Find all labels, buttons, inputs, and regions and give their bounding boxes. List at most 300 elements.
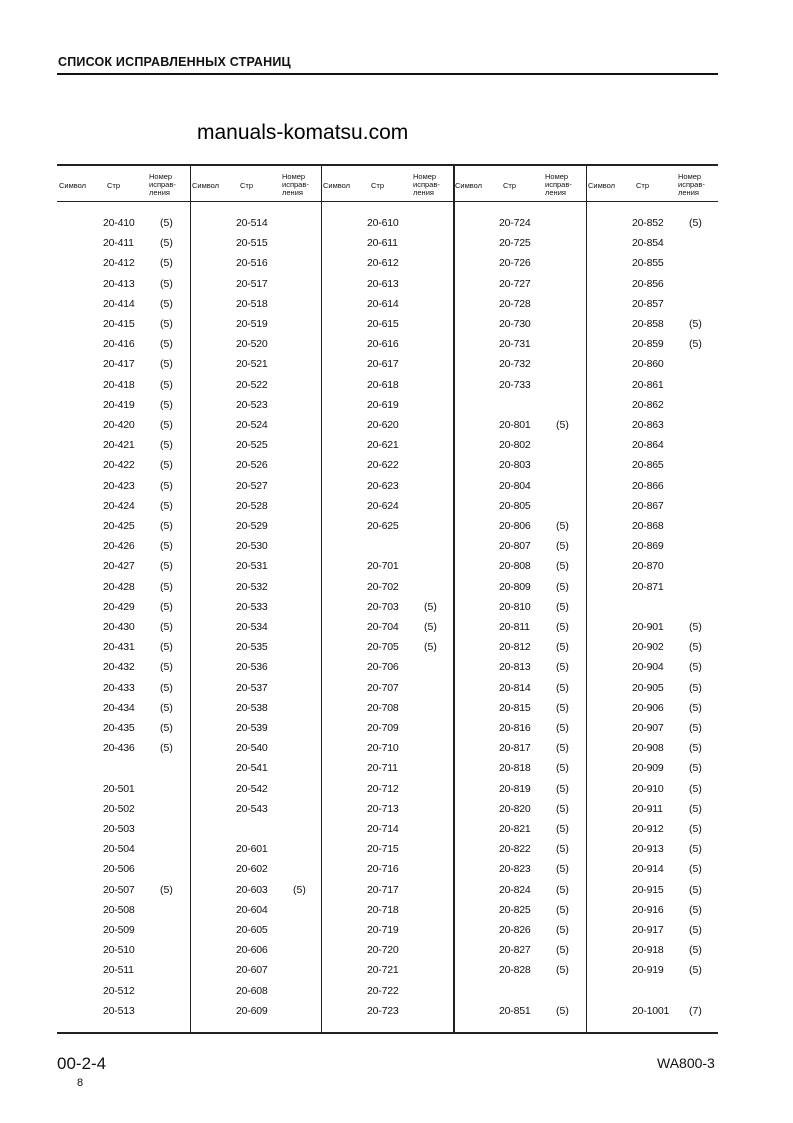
page-number-cell: 20-528 bbox=[236, 499, 268, 512]
revision-cell: (5) bbox=[556, 520, 569, 532]
col-header-revision: Номер bbox=[413, 172, 437, 181]
page-number-cell: 20-432 bbox=[103, 661, 135, 674]
page-number-cell: 20-427 bbox=[103, 560, 135, 573]
col-header-symbol: Символ bbox=[323, 181, 351, 190]
revision-cell: (5) bbox=[556, 600, 569, 613]
page-number-cell: 20-869 bbox=[632, 540, 664, 553]
page-number-cell: 20-863 bbox=[632, 419, 664, 431]
page-number-cell: 20-857 bbox=[632, 297, 664, 310]
page-number-cell: 20-543 bbox=[236, 802, 268, 815]
page-number-cell: 20-538 bbox=[236, 701, 268, 714]
revision-cell: (5) bbox=[556, 742, 569, 755]
page-number-cell: 20-507 bbox=[103, 883, 135, 896]
revision-cell: (5) bbox=[689, 217, 702, 229]
page-number-cell: 20-426 bbox=[103, 540, 135, 553]
revision-cell: (5) bbox=[689, 903, 702, 916]
col-header-page: Стр bbox=[107, 181, 121, 190]
page-number-cell: 20-912 bbox=[632, 823, 664, 835]
col-header-page: Стр bbox=[503, 181, 517, 190]
page-number-cell: 20-602 bbox=[236, 863, 268, 876]
page-number-cell: 20-536 bbox=[236, 661, 268, 674]
revision-cell: (5) bbox=[160, 459, 173, 472]
col-header-revision: исправ- bbox=[545, 180, 572, 189]
page-number-cell: 20-506 bbox=[103, 863, 135, 876]
page-number-cell: 20-901 bbox=[632, 621, 664, 633]
page-number-cell: 20-511 bbox=[103, 964, 134, 977]
page-number-cell: 20-827 bbox=[499, 944, 531, 957]
page-number-cell: 20-529 bbox=[236, 520, 268, 532]
revision-cell: (5) bbox=[556, 863, 569, 876]
page-number-cell: 20-717 bbox=[367, 883, 399, 896]
page-number-cell: 20-807 bbox=[499, 540, 531, 553]
revision-cell: (5) bbox=[689, 338, 702, 351]
page-number-cell: 20-533 bbox=[236, 600, 268, 613]
col-header-revision: Номер bbox=[149, 172, 173, 181]
page-number-cell: 20-515 bbox=[236, 237, 268, 250]
page-number-cell: 20-614 bbox=[367, 297, 399, 310]
revision-cell: (5) bbox=[160, 883, 173, 896]
page-number-cell: 20-712 bbox=[367, 782, 399, 795]
page-number-cell: 20-620 bbox=[367, 419, 399, 431]
page-number-cell: 20-502 bbox=[103, 802, 135, 815]
revision-cell: (5) bbox=[160, 661, 173, 674]
page-number-cell: 20-816 bbox=[499, 722, 531, 734]
page-number-cell: 20-806 bbox=[499, 520, 531, 532]
page-number-cell: 20-817 bbox=[499, 742, 531, 755]
column-divider bbox=[190, 166, 191, 1032]
page-number-cell: 20-530 bbox=[236, 540, 268, 553]
revision-cell: (5) bbox=[689, 722, 702, 734]
page-number-cell: 20-410 bbox=[103, 217, 135, 229]
revision-cell: (5) bbox=[160, 722, 173, 734]
col-header-revision: исправ- bbox=[413, 180, 440, 189]
page-number-cell: 20-613 bbox=[367, 277, 399, 290]
column-divider bbox=[453, 166, 455, 1032]
col-header-page: Стр bbox=[240, 181, 254, 190]
page-number-cell: 20-727 bbox=[499, 277, 531, 290]
page-number-cell: 20-906 bbox=[632, 701, 664, 714]
page-number-cell: 20-414 bbox=[103, 297, 135, 310]
page-number-cell: 20-730 bbox=[499, 318, 531, 330]
col-header-symbol: Символ bbox=[59, 181, 87, 190]
page-number-cell: 20-541 bbox=[236, 762, 268, 775]
revision-cell: (5) bbox=[424, 600, 437, 613]
page-number-cell: 20-539 bbox=[236, 722, 268, 734]
page-number-cell: 20-720 bbox=[367, 944, 399, 957]
page-number-cell: 20-871 bbox=[632, 580, 664, 593]
page-number-cell: 20-804 bbox=[499, 479, 531, 492]
page-number-cell: 20-856 bbox=[632, 277, 664, 290]
col-header-symbol: Символ bbox=[192, 181, 220, 190]
col-header-revision: Номер bbox=[545, 172, 569, 181]
page-number-cell: 20-828 bbox=[499, 964, 531, 977]
page-number-cell: 20-707 bbox=[367, 681, 399, 694]
revision-cell: (5) bbox=[160, 621, 173, 633]
page-number-cell: 20-615 bbox=[367, 318, 399, 330]
revision-cell: (5) bbox=[689, 883, 702, 896]
revision-cell: (5) bbox=[556, 843, 569, 856]
page-number-cell: 20-418 bbox=[103, 378, 135, 391]
col-header-revision: ления bbox=[545, 188, 566, 197]
page-number-cell: 20-860 bbox=[632, 358, 664, 371]
revision-cell: (5) bbox=[556, 782, 569, 795]
revision-cell: (5) bbox=[556, 1004, 569, 1017]
revision-cell: (5) bbox=[556, 924, 569, 936]
revision-cell: (5) bbox=[160, 398, 173, 411]
page-number-cell: 20-728 bbox=[499, 297, 531, 310]
page-number-cell: 20-531 bbox=[236, 560, 268, 573]
page-number-cell: 20-605 bbox=[236, 924, 268, 936]
page-number-cell: 20-501 bbox=[103, 782, 135, 795]
page-number-cell: 20-905 bbox=[632, 681, 664, 694]
revision-cell: (5) bbox=[160, 419, 173, 431]
page-number-cell: 20-519 bbox=[236, 318, 268, 330]
col-header-revision: исправ- bbox=[678, 180, 705, 189]
revision-cell: (5) bbox=[160, 257, 173, 270]
revision-cell: (5) bbox=[689, 641, 702, 654]
page-number-cell: 20-719 bbox=[367, 924, 399, 936]
page-number-cell: 20-509 bbox=[103, 924, 135, 936]
col-header-symbol: Символ bbox=[455, 181, 483, 190]
revision-cell: (5) bbox=[160, 560, 173, 573]
page-number-cell: 20-704 bbox=[367, 621, 399, 633]
revision-cell: (5) bbox=[556, 903, 569, 916]
revision-cell: (5) bbox=[689, 924, 702, 936]
page-number-cell: 20-722 bbox=[367, 984, 399, 997]
page-number-cell: 20-818 bbox=[499, 762, 531, 775]
page-number-cell: 20-721 bbox=[367, 964, 399, 977]
revision-cell: (5) bbox=[556, 661, 569, 674]
page-number-cell: 20-542 bbox=[236, 782, 268, 795]
page-number-cell: 20-624 bbox=[367, 499, 399, 512]
page-number-cell: 20-909 bbox=[632, 762, 664, 775]
page-number-cell: 20-608 bbox=[236, 984, 268, 997]
page-number-cell: 20-724 bbox=[499, 217, 531, 229]
page-number-cell: 20-607 bbox=[236, 964, 268, 977]
col-header-revision: Номер bbox=[282, 172, 306, 181]
revision-cell: (5) bbox=[424, 641, 437, 654]
page-number-cell: 20-413 bbox=[103, 277, 135, 290]
page-number-cell: 20-611 bbox=[367, 237, 398, 250]
page-number-cell: 20-911 bbox=[632, 802, 663, 815]
page-number-cell: 20-522 bbox=[236, 378, 268, 391]
page-number-cell: 20-504 bbox=[103, 843, 135, 856]
footer-sub-number: 8 bbox=[77, 1077, 84, 1089]
revision-cell: (5) bbox=[689, 661, 702, 674]
page-number-cell: 20-411 bbox=[103, 237, 134, 250]
page-number-cell: 20-518 bbox=[236, 297, 268, 310]
col-header-revision: ления bbox=[678, 188, 699, 197]
page-number-cell: 20-810 bbox=[499, 600, 531, 613]
revision-cell: (5) bbox=[160, 318, 173, 330]
page-number-cell: 20-527 bbox=[236, 479, 268, 492]
page-number-cell: 20-868 bbox=[632, 520, 664, 532]
revision-cell: (5) bbox=[556, 419, 569, 431]
page-number-cell: 20-430 bbox=[103, 621, 135, 633]
page-number-cell: 20-733 bbox=[499, 378, 531, 391]
revision-cell: (5) bbox=[160, 580, 173, 593]
page-number-cell: 20-425 bbox=[103, 520, 135, 532]
page-number-cell: 20-706 bbox=[367, 661, 399, 674]
revision-cell: (5) bbox=[556, 540, 569, 553]
page-number-cell: 20-521 bbox=[236, 358, 268, 371]
revision-cell: (5) bbox=[689, 742, 702, 755]
revision-cell: (5) bbox=[556, 621, 569, 633]
revision-cell: (5) bbox=[556, 722, 569, 734]
page-number-cell: 20-603 bbox=[236, 883, 268, 896]
page-number-cell: 20-867 bbox=[632, 499, 664, 512]
revision-cell: (5) bbox=[689, 782, 702, 795]
revision-table bbox=[57, 164, 718, 1034]
page-number-cell: 20-862 bbox=[632, 398, 664, 411]
col-header-revision: исправ- bbox=[282, 180, 309, 189]
page-number-cell: 20-715 bbox=[367, 843, 399, 856]
revision-cell: (5) bbox=[689, 318, 702, 330]
revision-cell: (5) bbox=[689, 843, 702, 856]
page-number-cell: 20-870 bbox=[632, 560, 664, 573]
page-number-cell: 20-805 bbox=[499, 499, 531, 512]
revision-cell: (5) bbox=[689, 621, 702, 633]
page-number-cell: 20-711 bbox=[367, 762, 398, 775]
page-number-cell: 20-714 bbox=[367, 823, 399, 835]
col-header-revision: исправ- bbox=[149, 180, 176, 189]
page-number-cell: 20-612 bbox=[367, 257, 399, 270]
page-number-cell: 20-718 bbox=[367, 903, 399, 916]
page-number-cell: 20-819 bbox=[499, 782, 531, 795]
page-number-cell: 20-621 bbox=[367, 439, 399, 452]
page-number-cell: 20-601 bbox=[236, 843, 268, 856]
page-number-cell: 20-436 bbox=[103, 742, 135, 755]
page-number-cell: 20-713 bbox=[367, 802, 399, 815]
revision-cell: (5) bbox=[160, 499, 173, 512]
page-number-cell: 20-416 bbox=[103, 338, 135, 351]
page-number-cell: 20-902 bbox=[632, 641, 664, 654]
page-number-cell: 20-534 bbox=[236, 621, 268, 633]
col-header-page: Стр bbox=[636, 181, 650, 190]
page-number-cell: 20-859 bbox=[632, 338, 664, 351]
page-number-cell: 20-535 bbox=[236, 641, 268, 654]
page-number-cell: 20-821 bbox=[499, 823, 531, 835]
page-number-cell: 20-537 bbox=[236, 681, 268, 694]
page-number-cell: 20-823 bbox=[499, 863, 531, 876]
col-header-revision: Номер bbox=[678, 172, 702, 181]
page-number-cell: 20-532 bbox=[236, 580, 268, 593]
col-header-revision: ления bbox=[282, 188, 303, 197]
page-number-cell: 20-520 bbox=[236, 338, 268, 351]
page-number-cell: 20-604 bbox=[236, 903, 268, 916]
page-number-cell: 20-429 bbox=[103, 600, 135, 613]
page-number-cell: 20-726 bbox=[499, 257, 531, 270]
revision-cell: (5) bbox=[556, 944, 569, 957]
column-divider bbox=[321, 166, 322, 1032]
page-number-cell: 20-609 bbox=[236, 1004, 268, 1017]
page-number-cell: 20-618 bbox=[367, 378, 399, 391]
page-number-cell: 20-517 bbox=[236, 277, 268, 290]
page-number-cell: 20-622 bbox=[367, 459, 399, 472]
page-number-cell: 20-917 bbox=[632, 924, 664, 936]
page-number-cell: 20-801 bbox=[499, 419, 531, 431]
page-number-cell: 20-702 bbox=[367, 580, 399, 593]
page-number-cell: 20-808 bbox=[499, 560, 531, 573]
revision-cell: (5) bbox=[160, 479, 173, 492]
revision-cell: (5) bbox=[160, 297, 173, 310]
revision-cell: (5) bbox=[689, 823, 702, 835]
page-number-cell: 20-710 bbox=[367, 742, 399, 755]
page-number-cell: 20-616 bbox=[367, 338, 399, 351]
page-number-cell: 20-503 bbox=[103, 823, 135, 835]
revision-cell: (5) bbox=[556, 802, 569, 815]
page-number-cell: 20-625 bbox=[367, 520, 399, 532]
page-number-cell: 20-908 bbox=[632, 742, 664, 755]
revision-cell: (5) bbox=[689, 944, 702, 957]
page-number-cell: 20-417 bbox=[103, 358, 135, 371]
page-number-cell: 20-510 bbox=[103, 944, 135, 957]
page-number-cell: 20-918 bbox=[632, 944, 664, 957]
page-number-cell: 20-1001 bbox=[632, 1004, 670, 1017]
page-number-cell: 20-910 bbox=[632, 782, 664, 795]
page-number-cell: 20-916 bbox=[632, 903, 664, 916]
page-number-cell: 20-514 bbox=[236, 217, 268, 229]
page-header-title: СПИСОК ИСПРАВЛЕННЫХ СТРАНИЦ bbox=[58, 55, 291, 69]
col-header-revision: ления bbox=[149, 188, 170, 197]
page-number-cell: 20-623 bbox=[367, 479, 399, 492]
header-rule bbox=[57, 73, 718, 75]
page-number-cell: 20-864 bbox=[632, 439, 664, 452]
page-number-cell: 20-725 bbox=[499, 237, 531, 250]
revision-cell: (5) bbox=[556, 823, 569, 835]
page-number-cell: 20-813 bbox=[499, 661, 531, 674]
page-number-cell: 20-708 bbox=[367, 701, 399, 714]
revision-cell: (5) bbox=[424, 621, 437, 633]
page-number-cell: 20-703 bbox=[367, 600, 399, 613]
col-header-revision: ления bbox=[413, 188, 434, 197]
page-number-cell: 20-419 bbox=[103, 398, 135, 411]
page-number-cell: 20-525 bbox=[236, 439, 268, 452]
page-number-cell: 20-701 bbox=[367, 560, 399, 573]
revision-cell: (5) bbox=[556, 883, 569, 896]
page-number-cell: 20-803 bbox=[499, 459, 531, 472]
page-number-cell: 20-422 bbox=[103, 459, 135, 472]
revision-cell: (5) bbox=[689, 802, 702, 815]
page-number-cell: 20-723 bbox=[367, 1004, 399, 1017]
page-number-cell: 20-508 bbox=[103, 903, 135, 916]
page-number-cell: 20-814 bbox=[499, 681, 531, 694]
page-number-cell: 20-809 bbox=[499, 580, 531, 593]
page-number-cell: 20-421 bbox=[103, 439, 135, 452]
revision-cell: (5) bbox=[556, 762, 569, 775]
page-number-cell: 20-705 bbox=[367, 641, 399, 654]
revision-cell: (7) bbox=[689, 1004, 702, 1017]
page-number-cell: 20-904 bbox=[632, 661, 664, 674]
page-number-cell: 20-826 bbox=[499, 924, 531, 936]
page-number-cell: 20-820 bbox=[499, 802, 531, 815]
page-number-cell: 20-802 bbox=[499, 439, 531, 452]
page-number-cell: 20-732 bbox=[499, 358, 531, 371]
revision-cell: (5) bbox=[160, 378, 173, 391]
page-number-cell: 20-825 bbox=[499, 903, 531, 916]
revision-cell: (5) bbox=[689, 964, 702, 977]
column-divider bbox=[586, 166, 587, 1032]
page-number-cell: 20-861 bbox=[632, 378, 664, 391]
page-number-cell: 20-619 bbox=[367, 398, 399, 411]
revision-cell: (5) bbox=[556, 701, 569, 714]
page-number-cell: 20-433 bbox=[103, 681, 135, 694]
page-number-cell: 20-919 bbox=[632, 964, 664, 977]
revision-cell: (5) bbox=[160, 742, 173, 755]
revision-cell: (5) bbox=[160, 641, 173, 654]
revision-cell: (5) bbox=[689, 701, 702, 714]
page-number-cell: 20-709 bbox=[367, 722, 399, 734]
page-number-cell: 20-526 bbox=[236, 459, 268, 472]
page-number-cell: 20-815 bbox=[499, 701, 531, 714]
page-number-cell: 20-822 bbox=[499, 843, 531, 856]
col-header-page: Стр bbox=[371, 181, 385, 190]
revision-cell: (5) bbox=[689, 762, 702, 775]
page-number-cell: 20-851 bbox=[499, 1004, 531, 1017]
page-number-cell: 20-512 bbox=[103, 984, 135, 997]
page-number-cell: 20-731 bbox=[499, 338, 531, 351]
revision-cell: (5) bbox=[160, 540, 173, 553]
footer-page-number: 00-2-4 bbox=[57, 1054, 107, 1073]
revision-cell: (5) bbox=[160, 277, 173, 290]
page-number-cell: 20-854 bbox=[632, 237, 664, 250]
page-number-cell: 20-424 bbox=[103, 499, 135, 512]
revision-cell: (5) bbox=[160, 237, 173, 250]
revision-cell: (5) bbox=[160, 520, 173, 532]
revision-cell: (5) bbox=[160, 701, 173, 714]
page-number-cell: 20-428 bbox=[103, 580, 135, 593]
page-number-cell: 20-434 bbox=[103, 701, 135, 714]
revision-cell: (5) bbox=[160, 358, 173, 371]
page-number-cell: 20-423 bbox=[103, 479, 135, 492]
revision-cell: (5) bbox=[556, 580, 569, 593]
page-number-cell: 20-858 bbox=[632, 318, 664, 330]
page-number-cell: 20-435 bbox=[103, 722, 135, 734]
revision-cell: (5) bbox=[160, 217, 173, 229]
page-number-cell: 20-852 bbox=[632, 217, 664, 229]
page-number-cell: 20-855 bbox=[632, 257, 664, 270]
page-number-cell: 20-824 bbox=[499, 883, 531, 896]
page-number-cell: 20-523 bbox=[236, 398, 268, 411]
col-header-symbol: Символ bbox=[588, 181, 616, 190]
page-number-cell: 20-812 bbox=[499, 641, 531, 654]
revision-cell: (5) bbox=[556, 681, 569, 694]
page-number-cell: 20-914 bbox=[632, 863, 664, 876]
page-number-cell: 20-811 bbox=[499, 621, 530, 633]
page-number-cell: 20-865 bbox=[632, 459, 664, 472]
page-number-cell: 20-913 bbox=[632, 843, 664, 856]
revision-cell: (5) bbox=[689, 681, 702, 694]
revision-cell: (5) bbox=[556, 560, 569, 573]
page-number-cell: 20-516 bbox=[236, 257, 268, 270]
watermark: manuals-komatsu.com bbox=[197, 121, 409, 144]
revision-cell: (5) bbox=[160, 681, 173, 694]
revision-cell: (5) bbox=[689, 863, 702, 876]
revision-cell: (5) bbox=[293, 883, 306, 896]
page-number-cell: 20-420 bbox=[103, 419, 135, 431]
header-divider bbox=[57, 201, 718, 202]
page-number-cell: 20-610 bbox=[367, 217, 399, 229]
footer-model: WA800-3 bbox=[657, 1055, 715, 1071]
page-number-cell: 20-431 bbox=[103, 641, 135, 654]
revision-cell: (5) bbox=[556, 641, 569, 654]
page-number-cell: 20-617 bbox=[367, 358, 399, 371]
page-number-cell: 20-524 bbox=[236, 419, 268, 431]
revision-cell: (5) bbox=[160, 338, 173, 351]
revision-cell: (5) bbox=[160, 600, 173, 613]
page-number-cell: 20-415 bbox=[103, 318, 135, 330]
page-number-cell: 20-716 bbox=[367, 863, 399, 876]
